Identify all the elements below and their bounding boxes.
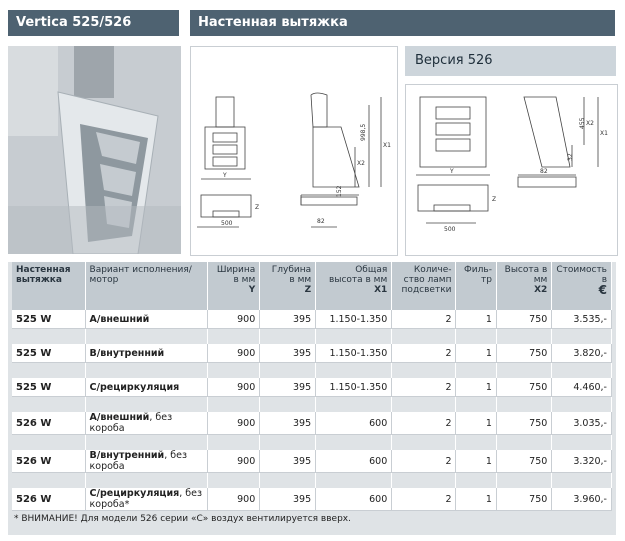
cell-lamps: 2 <box>392 310 456 329</box>
drawing1-label-500: 500 <box>221 220 233 227</box>
cell-width: 900 <box>207 378 259 397</box>
cell-filter: 1 <box>456 488 496 511</box>
table-row <box>12 310 612 329</box>
dimension-drawing-525 <box>190 46 398 256</box>
drawing2-label-32: 32 <box>567 153 574 161</box>
cell-price: 3.320,- <box>552 450 612 473</box>
col-header-width: Ширина в мм Y <box>207 262 259 310</box>
drawing2-label-z: Z <box>492 196 497 203</box>
drawing1-label-998: 998,5 <box>360 123 367 141</box>
cell-depth: 395 <box>260 344 316 363</box>
cell-height: 1.150-1.350 <box>316 344 392 363</box>
cell-filter: 1 <box>456 412 496 435</box>
model-title: Vertica 525/526 <box>8 10 179 36</box>
cell-lamps: 2 <box>392 378 456 397</box>
cell-height: 600 <box>316 488 392 511</box>
cell-depth: 395 <box>260 488 316 511</box>
cell-variant: В/внутренний, без короба <box>85 450 207 473</box>
drawing2-label-x2: X2 <box>586 120 594 127</box>
table-row <box>12 412 612 435</box>
cell-model: 526 W <box>12 412 85 435</box>
cell-model: 526 W <box>12 488 85 511</box>
col-header-variant: Вариант исполнения/ мотор <box>85 262 207 310</box>
cell-lamps: 2 <box>392 412 456 435</box>
drawing2-label-82: 82 <box>540 168 548 175</box>
footnote: * ВНИМАНИЕ! Для модели 526 серии «С» воздух вентилируется вверх. <box>14 514 351 524</box>
drawing1-label-152: 152 <box>336 185 343 197</box>
table-row <box>12 450 612 473</box>
cell-x2: 750 <box>496 488 551 511</box>
drawing1-label-y: Y <box>223 172 227 179</box>
cell-width: 900 <box>207 310 259 329</box>
cell-height: 600 <box>316 450 392 473</box>
version-label: Версия 526 <box>405 46 616 76</box>
drawing2-label-500: 500 <box>444 226 456 233</box>
cell-price: 3.960,- <box>552 488 612 511</box>
col-header-x2: Высота в мм X2 <box>496 262 551 310</box>
col-header-price: Стоимость в € <box>552 262 612 310</box>
price-table <box>12 262 612 511</box>
col-header-filter: Филь-тр <box>456 262 496 310</box>
cell-height: 600 <box>316 412 392 435</box>
drawing1-label-82: 82 <box>317 218 325 225</box>
cell-lamps: 2 <box>392 344 456 363</box>
col-header-model: Настенная вытяжка <box>12 262 85 310</box>
table-row <box>12 378 612 397</box>
cell-width: 900 <box>207 412 259 435</box>
col-header-lamps: Количе-ство ламп подсветки <box>392 262 456 310</box>
drawing2-label-y: Y <box>450 168 454 175</box>
cell-variant: А/внешний, без короба <box>85 412 207 435</box>
drawing1-label-x2: X2 <box>357 160 365 167</box>
cell-model: 525 W <box>12 378 85 397</box>
cell-filter: 1 <box>456 310 496 329</box>
cell-x2: 750 <box>496 310 551 329</box>
cell-height: 1.150-1.350 <box>316 310 392 329</box>
drawing2-label-455: 455 <box>579 117 586 129</box>
cell-x2: 750 <box>496 450 551 473</box>
col-header-height: Общая высота в мм X1 <box>316 262 392 310</box>
cell-variant: С/рециркуляция, без короба* <box>85 488 207 511</box>
cell-model: 525 W <box>12 344 85 363</box>
cell-price: 3.535,- <box>552 310 612 329</box>
cell-width: 900 <box>207 450 259 473</box>
cell-width: 900 <box>207 488 259 511</box>
table-row <box>12 488 612 511</box>
cell-model: 525 W <box>12 310 85 329</box>
table-header-row <box>12 262 612 310</box>
cell-x2: 750 <box>496 344 551 363</box>
cell-depth: 395 <box>260 412 316 435</box>
col-header-depth: Глубина в мм Z <box>260 262 316 310</box>
cell-width: 900 <box>207 344 259 363</box>
cell-filter: 1 <box>456 344 496 363</box>
cell-variant: А/внешний <box>85 310 207 329</box>
cell-lamps: 2 <box>392 488 456 511</box>
page-title: Настенная вытяжка <box>190 10 615 36</box>
drawing1-label-x1: X1 <box>383 142 391 149</box>
cell-variant: В/внутренний <box>85 344 207 363</box>
cell-x2: 750 <box>496 378 551 397</box>
cell-model: 526 W <box>12 450 85 473</box>
table-row <box>12 344 612 363</box>
price-table-container <box>8 262 616 535</box>
cell-lamps: 2 <box>392 450 456 473</box>
dimension-drawing-526 <box>405 84 618 256</box>
cell-price: 3.820,- <box>552 344 612 363</box>
cell-depth: 395 <box>260 378 316 397</box>
cell-height: 1.150-1.350 <box>316 378 392 397</box>
cell-filter: 1 <box>456 450 496 473</box>
cell-x2: 750 <box>496 412 551 435</box>
cell-depth: 395 <box>260 450 316 473</box>
drawing2-label-x1: X1 <box>600 130 608 137</box>
drawing1-label-z: Z <box>255 204 260 211</box>
cell-variant: С/рециркуляция <box>85 378 207 397</box>
cell-price: 4.460,- <box>552 378 612 397</box>
cell-price: 3.035,- <box>552 412 612 435</box>
cell-filter: 1 <box>456 378 496 397</box>
product-photo <box>8 46 181 254</box>
cell-depth: 395 <box>260 310 316 329</box>
